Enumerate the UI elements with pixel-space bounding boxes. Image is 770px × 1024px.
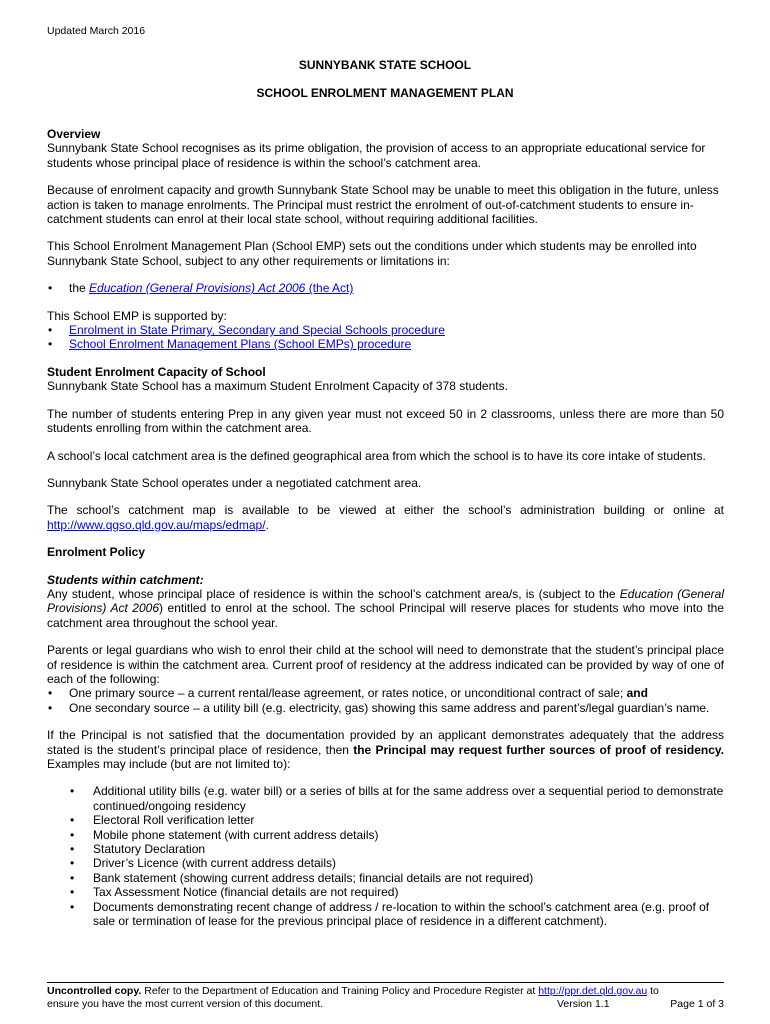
enrolment-policy-heading-block [47, 545, 724, 559]
list-item [47, 323, 724, 337]
updated-date: Updated March 2016 [47, 25, 146, 37]
supported-by-label: This School EMP is supported by: [47, 308, 227, 323]
list-item: • Electoral Roll verification letter [47, 813, 724, 827]
capacity-paragraph-4: Sunnybank State School operates under a negotiated catchment area. [47, 475, 422, 490]
ppr-link[interactable]: http://ppr.det.qld.gov.au [538, 985, 648, 997]
footer-line-1: Uncontrolled copy. Refer to the Department of Education and Training Policy and Procedure Register at http://ppr.det.qld.gov.au to [47, 985, 659, 997]
capacity-paragraph-3: A school’s local catchment area is the defined geographical area from which the school is to have its core intake of students. [47, 448, 706, 463]
footer-divider [47, 982, 724, 983]
capacity-paragraph-2: The number of students entering Prep in any given year must not exceed 50 in 2 classrooms, unless there are more than 50 students enrolling from within the catchment area. [47, 406, 724, 436]
list-item [47, 337, 724, 351]
list-item: • the Education (General Provisions) Act 2006 (the Act) [47, 281, 724, 295]
within-catchment-block: Students within catchment: Any student, whose principal place of residence is within the school’s catchment area/s, is (subject to the Education (General Provisions) Act 2006) entitled to enrol at the school. The school Principal will reserve places for students who move into the catchment area throughout the school year. [47, 572, 724, 630]
list-item: • Documents demonstrating recent change of address / re-location to within the school’s catchment area (e.g. proof of sale or termination of lease for the previous principal place of residence in a different catchment). [47, 900, 724, 929]
enrolment-policy-heading: Enrolment Policy [47, 545, 146, 560]
page-number: Page 1 of 3 [670, 998, 724, 1010]
procedure-links-list [47, 323, 724, 352]
list-item: • Statutory Declaration [47, 842, 724, 856]
emp-procedure-link[interactable]: School Enrolment Management Plans (School EMPs) procedure [69, 337, 412, 352]
within-catchment-heading: Students within catchment: [47, 572, 204, 587]
list-item: • Additional utility bills (e.g. water bill) or a series of bills at for the same address over a sequential period to demonstrate continued/ongoing residency [47, 784, 724, 813]
footer-note: ensure you have the most current version of this document. [47, 998, 324, 1010]
capacity-intro [47, 365, 724, 394]
catchment-map-link[interactable]: http://www.qgso.qld.gov.au/maps/edmap/ [47, 517, 266, 532]
residency-sources-list [47, 686, 724, 715]
capacity-paragraph-1: Sunnybank State School has a maximum Student Enrolment Capacity of 378 students. [47, 379, 508, 394]
footer-line-2 [47, 998, 724, 1011]
proof-examples-list [47, 784, 724, 928]
further-proof-paragraph: If the Principal is not satisfied that the documentation provided by an applicant demonstrates adequately that the address stated is the student’s principal place of residence, then the Principal may request further sources of proof of residency. Examples may include (but are not limited to): [47, 728, 725, 771]
act-link[interactable]: Education (General Provisions) Act 2006 (the Act) [89, 281, 354, 296]
plan-title: SCHOOL ENROLMENT MANAGEMENT PLAN [256, 86, 514, 100]
list-item: • Mobile phone statement (with current address details) [47, 828, 724, 842]
version-label: Version 1.1 [557, 998, 610, 1010]
overview-paragraph-1: Sunnybank State School recognises as its prime obligation, the provision of access to an appropriate educational service for students whose principal place of residence is within the school’s catchment area. [47, 141, 706, 170]
overview-paragraph-2: Because of enrolment capacity and growth Sunnybank State School may be unable to meet this obligation in the future, unless action is taken to manage enrolments. The Principal must restrict the enrolment of out-of-catchment students to ensure in-catchment students can enrol at their local state school, without requiring additional facilities. [47, 183, 719, 227]
list-item: • Driver’s Licence (with current address details) [47, 856, 724, 870]
overview-paragraph-3: This School Enrolment Management Plan (School EMP) sets out the conditions under which students may be enrolled into Sunnybank State School, subject to any other requirements or limitations in: [47, 239, 697, 268]
list-item: • One secondary source – a utility bill (e.g. electricity, gas) showing this same address and parent’s/legal guardian’s name. [47, 701, 724, 715]
overview-intro [47, 127, 724, 170]
document-body [47, 127, 724, 928]
enrolment-procedure-link[interactable]: Enrolment in State Primary, Secondary and Special Schools procedure [69, 323, 445, 338]
capacity-heading: Student Enrolment Capacity of School [47, 364, 266, 379]
act-list [47, 281, 724, 295]
school-name: SUNNYBANK STATE SCHOOL [298, 58, 472, 72]
list-item: • One primary source – a current rental/lease agreement, or rates notice, or unconditional contract of sale; and [47, 686, 724, 700]
list-item: • Bank statement (showing current address details; financial details are not required) [47, 871, 724, 885]
list-item: • Tax Assessment Notice (financial details are not required) [47, 885, 724, 899]
overview-heading: Overview [47, 127, 101, 141]
capacity-paragraph-5: The school’s catchment map is available to be viewed at either the school’s administration building or online at http://www.qgso.qld.gov.au/maps/edmap/. [47, 503, 724, 532]
residency-paragraph: Parents or legal guardians who wish to enrol their child at the school will need to demonstrate that the student’s principal place of residence is within the catchment area. Current proof of residency at the address indicated can be provided by way of one of each of the following: [47, 643, 724, 686]
footer [47, 985, 724, 1011]
